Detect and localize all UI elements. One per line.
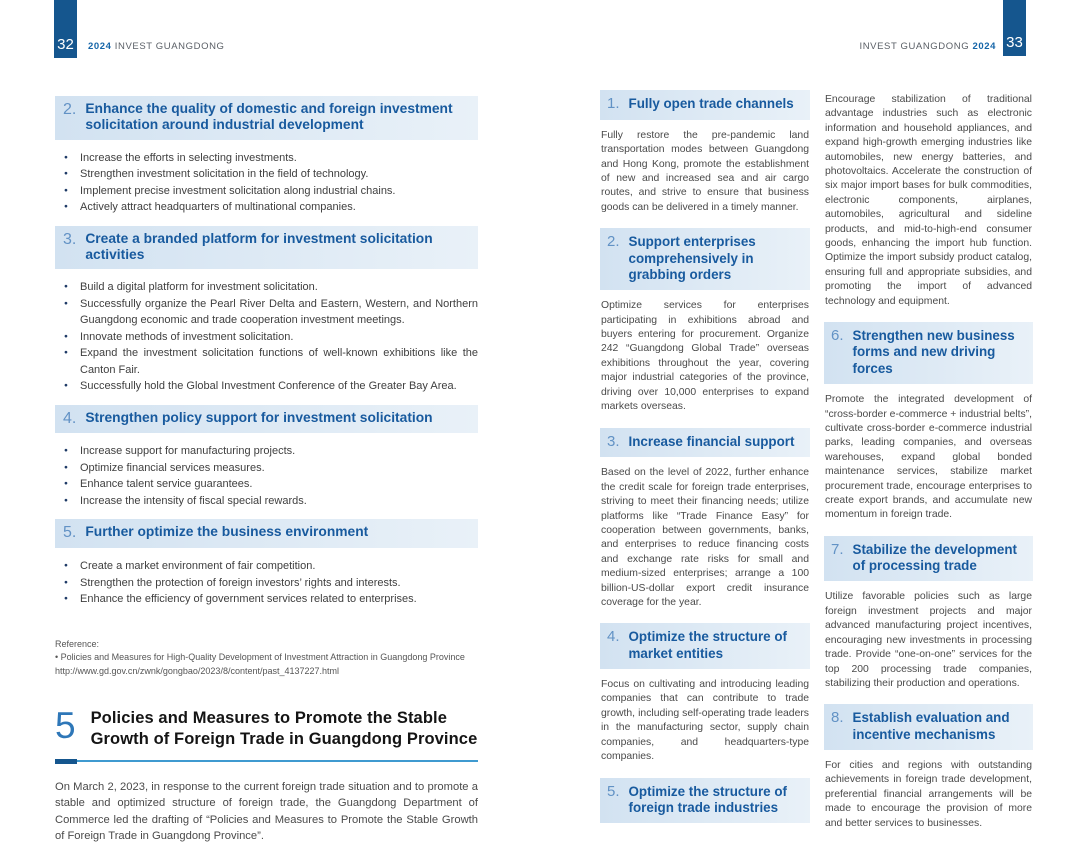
section-4 [55, 405, 478, 510]
section-2-bullets [63, 150, 478, 216]
section-3-number: 3. [63, 230, 77, 248]
bullet-item: ● Increase the intensity of fiscal special rewards. [63, 493, 478, 510]
trade-section-8-number: 8. [831, 709, 844, 727]
bullet-item: ● Expand the investment solicitation functions of well-known exhibitions like the Canton Fair. [63, 345, 478, 378]
chapter-number: 5 [55, 705, 76, 747]
page-number-tab-right [1003, 0, 1026, 56]
trade-section-6-number: 6. [831, 327, 844, 345]
chapter-divider [55, 759, 478, 764]
bullet-item: ● Optimize financial services measures. [63, 460, 478, 477]
running-header-title-right: INVEST GUANGDONG [859, 41, 970, 52]
trade-section-4-number: 4. [607, 628, 620, 646]
trade-section-5-heading [600, 778, 810, 824]
trade-section-8-paragraph: For cities and regions with outstanding achievements in foreign trade development, preferential financial arrangements will be made to encourage the provision of more and better services to businesses. [825, 760, 1032, 829]
bullet-item: ● Increase the efforts in selecting investments. [63, 150, 478, 167]
section-4-number: 4. [63, 409, 77, 427]
running-header-left [88, 41, 225, 52]
page-number-right: 33 [1006, 34, 1023, 51]
trade-section-3-paragraph: Based on the level of 2022, further enhance the credit scale for foreign trade enterprises, striving to meet their financing needs; utilize platforms like “Trade Finance Easy” for cooperation between governments, banks, and enterprises to reduce financing costs and exchange rate risks for small and medium-sized enterprises; arrange a 100 billion-US-dollar export credit insurance coverage for the year. [601, 467, 809, 608]
trade-section-2-title: Support enterprises comprehensively in grabbing orders [628, 234, 756, 282]
bullet-item: ● Strengthen the protection of foreign investors’ rights and interests. [63, 575, 478, 592]
trade-section-3-title: Increase financial support [628, 433, 795, 449]
bullet-item: ● Innovate methods of investment solicitation. [63, 329, 478, 346]
trade-section-7-title: Stabilize the development of processing trade [852, 541, 1017, 574]
divider-dark-segment [55, 759, 77, 764]
section-2-title: Enhance the quality of domestic and foreign investment solicitation around industrial development [85, 101, 453, 133]
running-header-year-left: 2024 [88, 41, 112, 52]
imports-continuation-paragraph: Encourage stabilization of traditional advantage industries such as electronic information and household appliances, and expand high-growth emerging industries like automobiles, new energy batteries, and photovoltaics. Accelerate the construction of six major import bases for bulk commodities, electronic components, airplanes, automobiles, agricultural and sideline products, and mid-to-high-end consumer goods, enhancing the import hub function. Optimize the import subsidy product catalog, ensuring full and appropriate subsidies, and promoting the import of advanced technology and equipment. [825, 94, 1032, 307]
page-number-tab-left [54, 0, 77, 58]
section-3-title: Create a branded platform for investment solicitation activities [85, 230, 433, 262]
running-header-year-right: 2024 [972, 41, 996, 52]
chapter-intro-paragraph: On March 2, 2023, in response to the current foreign trade situation and to promote a stable and optimized structure of foreign trade, the Guangdong Department of Commerce led the drafting of “Policies and Measures to Promote the Stable Growth of Foreign Trade in Guangdong Province”. [55, 780, 478, 843]
trade-section-8-title: Establish evaluation and incentive mechanisms [852, 710, 1010, 742]
section-2-number: 2. [63, 101, 77, 118]
section-2 [55, 96, 478, 216]
trade-section-2-paragraph: Optimize services for enterprises participating in exhibitions abroad and buyers entering for procurement. Organize 242 “Guangdong Global Trade” overseas exhibitions throughout the year, covering major industrial categories of the province, driving over 10,000 enterprises to expand markets overseas. [601, 300, 809, 413]
trade-section-1-paragraph: Fully restore the pre-pandemic land transportation modes between Guangdong and Hong Kong, promote the establishment of new and increased sea and air cargo routes, and strive to ensure that business goods can be delivered in a timely manner. [601, 129, 809, 213]
running-header-title-left: INVEST GUANGDONG [114, 41, 225, 52]
chapter-heading-row [55, 705, 478, 749]
reference-block [55, 638, 478, 679]
bullet-item: ● Implement precise investment solicitation along industrial chains. [63, 183, 478, 200]
trade-section-7-number: 7. [831, 540, 844, 558]
section-4-bullets [63, 443, 478, 509]
section-3-bullets [63, 279, 478, 395]
trade-section-7-heading [824, 536, 1033, 582]
section-5-heading [55, 519, 478, 548]
trade-section-3-heading [600, 428, 810, 458]
section-4-heading [55, 405, 478, 434]
bullet-item: ● Actively attract headquarters of multinational companies. [63, 199, 478, 216]
section-5-bullets [63, 558, 478, 608]
bullet-item: ● Successfully hold the Global Investment Conference of the Greater Bay Area. [63, 378, 478, 395]
bullet-item: ● Increase support for manufacturing projects. [63, 443, 478, 460]
trade-section-4-title: Optimize the structure of market entities [628, 629, 787, 661]
trade-section-1-number: 1. [607, 95, 620, 112]
reference-url: http://www.gd.gov.cn/zwnk/gongbao/2023/8/content/past_4137227.html [55, 665, 340, 676]
bullet-item: ● Enhance talent service guarantees. [63, 476, 478, 493]
bullet-item: ● Strengthen investment solicitation in the field of technology. [63, 166, 478, 183]
trade-section-6-heading [824, 322, 1033, 384]
section-5-number: 5. [63, 524, 77, 542]
right-page-middle-column [600, 90, 810, 823]
bullet-item: ● Enhance the efficiency of government services related to enterprises. [63, 591, 478, 608]
trade-section-6-title: Strengthen new business forms and new driving forces [852, 328, 1015, 376]
section-2-heading [55, 96, 478, 140]
trade-section-6-paragraph: Promote the integrated development of “cross-border e-commerce + industrial belts”, cultivate cross-border e-commerce industrial parks, leading companies, and overseas warehouses, expand global bonded maintenance services, stabilize market procurement trade, encourage enterprises to create export brands, and accumulate new momentum in foreign trade. [825, 394, 1033, 521]
page-number-left: 32 [57, 36, 74, 53]
reference-label: Reference: [55, 638, 100, 649]
chapter-title: Policies and Measures to Promote the Stable Growth of Foreign Trade in Guangdong Province [90, 709, 478, 748]
chapter-heading-block [55, 705, 478, 844]
running-header-right [859, 41, 996, 52]
trade-section-4-paragraph: Focus on cultivating and introducing leading companies that can contribute to trade growth, including self-operating trade leaders in the manufacturing sector, supply chain companies, and headquarters-type companies. [601, 679, 809, 763]
left-page-column [55, 90, 478, 845]
trade-section-4-heading [600, 623, 810, 669]
trade-section-1-heading [600, 90, 810, 120]
bullet-item: ● Successfully organize the Pearl River Delta and Eastern, Western, and Northern Guangdong economic and trade cooperation investment meetings. [63, 296, 478, 329]
section-3 [55, 226, 478, 395]
section-4-title: Strengthen policy support for investment solicitation [85, 409, 433, 425]
trade-section-1-title: Fully open trade channels [628, 96, 794, 111]
trade-section-2-heading [600, 228, 810, 290]
section-5 [55, 519, 478, 607]
divider-light-line [77, 760, 478, 762]
trade-section-7-paragraph: Utilize favorable policies such as large foreign investment projects and major advanced manufacturing project incentives, encouraging new investments in processing trade. Provide “one-on-one” services for the top 200 processing trade companies, stabilizing their production and operations. [825, 591, 1032, 689]
right-page-right-column [824, 90, 1033, 844]
section-3-heading [55, 226, 478, 270]
trade-section-5-number: 5. [607, 782, 620, 800]
section-5-title: Further optimize the business environment [85, 524, 369, 540]
bullet-item: ● Create a market environment of fair competition. [63, 558, 478, 575]
trade-section-2-number: 2. [607, 233, 620, 251]
reference-item: • Policies and Measures for High-Quality Development of Investment Attraction in Guangdong Province [55, 652, 465, 663]
trade-section-8-heading [824, 704, 1033, 750]
bullet-item: ● Build a digital platform for investment solicitation. [63, 279, 478, 296]
trade-section-5-title: Optimize the structure of foreign trade industries [628, 783, 787, 815]
trade-section-3-number: 3. [607, 432, 620, 450]
